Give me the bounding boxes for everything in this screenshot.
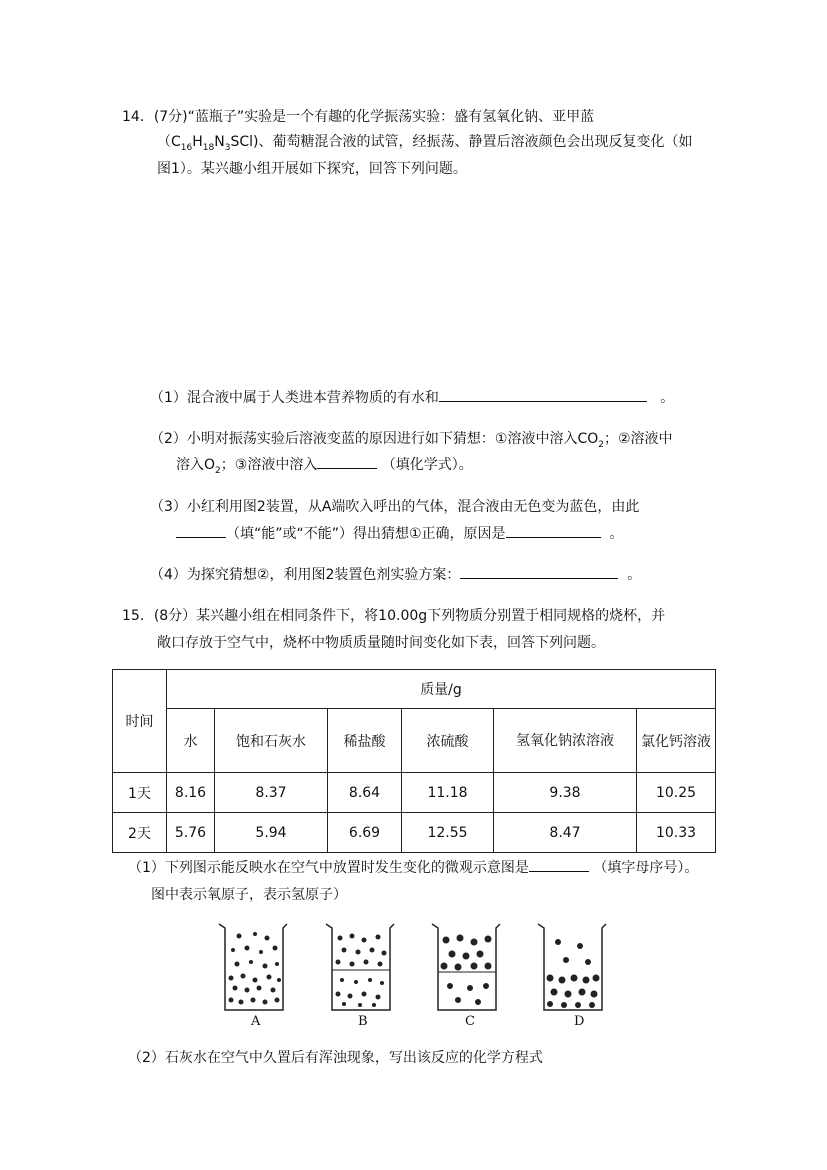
q14-part3-line2-a: （填“能”或“不能”）得出猜想①正确，原因是 — [226, 526, 506, 542]
table-cell: 6.69 — [328, 813, 402, 853]
column-header: 浓硫酸 — [402, 709, 494, 773]
time-header: 时间 — [113, 670, 167, 773]
beaker-c-figure — [430, 920, 502, 1012]
row-time: 1天 — [113, 773, 167, 813]
formula-sub-n: 3 — [224, 142, 231, 153]
mass-table — [112, 669, 716, 853]
q14-line1: 14．(7分)“蓝瓶子”实验是一个有趣的化学振荡实验：盛有氢氧化钠、亚甲蓝 — [122, 109, 595, 125]
q14-part2-line2 — [176, 454, 473, 476]
column-header: 饱和石灰水 — [215, 709, 328, 773]
answer-blank-4[interactable] — [506, 523, 601, 538]
table-cell: 11.18 — [402, 773, 494, 813]
answer-blank-1[interactable] — [439, 387, 647, 402]
q14-part1 — [150, 387, 674, 407]
table-cell: 12.55 — [402, 813, 494, 853]
q15-line2: 敞口存放于空气中，烧杯中物质质量随时间变化如下表，回答下列问题。 — [157, 635, 605, 651]
beaker-b-figure — [324, 920, 396, 1012]
column-header: 氢氧化钠浓溶液 — [494, 709, 637, 773]
q14-part4 — [150, 564, 641, 584]
beaker-label: C — [465, 1014, 475, 1029]
q14-part4-end: 。 — [627, 567, 642, 583]
table-cell: 8.37 — [215, 773, 328, 813]
q14-line2-text: 、葡萄糖混合液的试管，经振荡、静置后溶液颜色会出现反复变化（如 — [258, 134, 693, 150]
table-cell: 8.64 — [328, 773, 402, 813]
q14-part2-line2-sub: 2 — [215, 465, 221, 476]
beaker-label: A — [251, 1014, 261, 1029]
q14-part4-text: （4）为探究猜想②，利用图2装置色剂实验方案： — [150, 567, 461, 583]
q14-part2-text-end: ；②溶液中 — [604, 431, 673, 447]
formula-sub-h: 18 — [202, 142, 215, 153]
table-cell: 10.33 — [637, 813, 716, 853]
table-row — [113, 773, 716, 813]
q14-part3-line2 — [176, 523, 623, 543]
answer-blank-6[interactable] — [529, 857, 589, 872]
beaker-d-figure — [536, 920, 608, 1012]
beaker-label: D — [574, 1014, 585, 1029]
table-row — [113, 813, 716, 853]
beaker-label: B — [358, 1014, 368, 1029]
q14-part2-line2-c: （填化学式）。 — [381, 457, 473, 473]
q14-part1-text: （1）混合液中属于人类进本营养物质的有水和 — [150, 390, 439, 406]
q15-part2: （2）石灰水在空气中久置后有浑浊现象，写出该反应的化学方程式 — [128, 1050, 543, 1066]
column-header: 水 — [167, 709, 215, 773]
answer-blank-3[interactable] — [176, 523, 226, 538]
q14-line2: $(C_{16}H_{18}N_3SCl)$、葡萄糖混合液的试管，经振荡、静置后溶液颜色会出现反复变化（如 — [157, 134, 693, 153]
q14-part2-line2-b: ；③溶液中溶入 — [220, 457, 318, 473]
formula-h: H — [192, 134, 203, 150]
q14-part3-line1: （3）小红利用图2装置，从A端吹入呼出的气体，混合液由无色变为蓝色，由此 — [150, 499, 640, 515]
q15-part1-line1 — [128, 857, 698, 877]
mass-header: 质量/g — [167, 670, 716, 709]
formula-n: N — [214, 134, 225, 150]
table-cell: 10.25 — [637, 773, 716, 813]
q14-part2-text: （2）小明对振荡实验后溶液变蓝的原因进行如下猜想：①溶液中溶入CO — [150, 431, 599, 447]
q14-part2-line2-a: 溶入O — [176, 457, 216, 473]
q14-part2-sub: 2 — [598, 439, 604, 450]
answer-blank-5[interactable] — [460, 564, 618, 579]
row-time: 2天 — [113, 813, 167, 853]
table-cell: 8.16 — [167, 773, 215, 813]
formula-sub-c: 16 — [180, 142, 193, 153]
q15-part1-line2: 图中表示氧原子，表示氢原子） — [151, 887, 347, 903]
q14-part1-end: 。 — [660, 390, 675, 406]
table-cell: 9.38 — [494, 773, 637, 813]
q15-part1-text-a: （1）下列图示能反映水在空气中放置时发生变化的微观示意图是 — [128, 860, 529, 876]
table-cell: 5.76 — [167, 813, 215, 853]
q15-line1: 15．(8分）某兴趣小组在相同条件下，将10.00g下列物质分别置于相同规格的烧杯，并 — [122, 608, 666, 624]
formula-c: C — [171, 134, 181, 150]
table-cell: 5.94 — [215, 813, 328, 853]
formula-rest: SCl — [230, 134, 253, 150]
answer-blank-2[interactable] — [317, 454, 377, 469]
q14-part2-line1 — [150, 428, 673, 450]
beaker-a-figure — [217, 920, 289, 1012]
column-header: 氯化钙溶液 — [637, 709, 716, 773]
q14-line3: 图1）。某兴趣小组开展如下探究，回答下列问题。 — [157, 161, 467, 177]
q14-part3-end: 。 — [609, 526, 624, 542]
column-header: 稀盐酸 — [328, 709, 402, 773]
q15-part1-text-b: （填字母序号）。 — [593, 860, 699, 876]
table-cell: 8.47 — [494, 813, 637, 853]
